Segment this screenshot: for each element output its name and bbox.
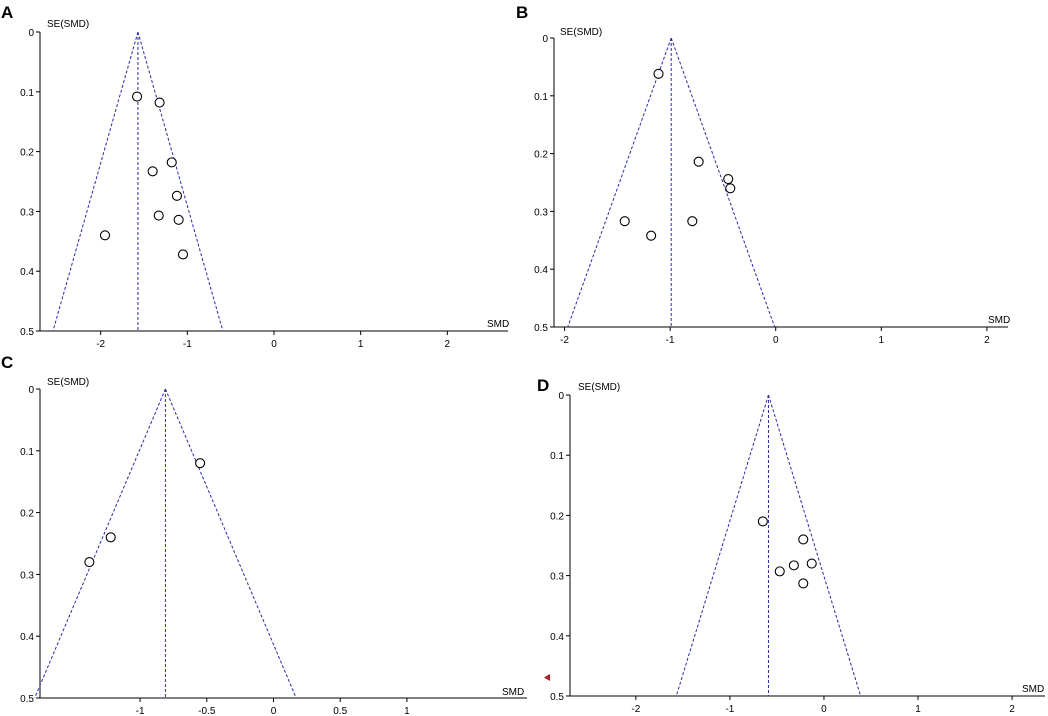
study-point (196, 459, 205, 468)
x-tick-label: 2 (984, 335, 990, 346)
y-axis-title: SE(SMD) (47, 377, 90, 388)
y-tick-label: 0.3 (534, 207, 548, 219)
y-tick-label: 0.2 (20, 147, 34, 159)
study-point (654, 69, 663, 78)
y-tick-label: 0.4 (550, 631, 564, 643)
funnel-left-limit-line (568, 38, 671, 327)
x-tick-label: 2 (444, 339, 451, 350)
y-tick-label: 0.3 (20, 207, 34, 219)
funnel-right-limit-line (138, 32, 223, 331)
panel-label-a: A (1, 3, 14, 22)
study-point (807, 559, 816, 568)
x-tick-label: 1 (878, 335, 885, 346)
y-tick-label: 0 (542, 34, 548, 45)
x-tick-label: 0 (271, 339, 277, 350)
y-tick-label: 0.2 (534, 149, 548, 161)
y-tick-label: 0.4 (534, 265, 548, 277)
panel-label-d: D (537, 376, 550, 395)
study-point (620, 217, 629, 226)
x-tick-label: -0.5 (198, 706, 216, 716)
x-tick-label: -1 (725, 704, 735, 715)
y-axis-title: SE(SMD) (47, 19, 90, 30)
x-tick-label: -1 (665, 335, 675, 346)
triangle-marker-icon (544, 674, 550, 681)
y-axis-title: SE(SMD) (578, 382, 621, 393)
y-tick-label: 0.2 (20, 508, 34, 520)
y-tick-label: 0.4 (20, 267, 34, 279)
y-tick-label: 0.5 (550, 692, 564, 703)
study-point (101, 231, 110, 240)
y-tick-label: 0.3 (20, 570, 34, 582)
x-tick-label: -2 (631, 704, 641, 715)
study-point (647, 231, 656, 240)
study-point (179, 250, 188, 259)
panel-label-b: B (516, 3, 529, 22)
y-tick-label: 0.5 (534, 323, 548, 334)
study-point (174, 215, 183, 224)
y-tick-label: 0.5 (20, 327, 34, 338)
study-point (775, 567, 784, 576)
study-point (85, 558, 94, 567)
y-tick-label: 0.1 (20, 446, 34, 458)
y-tick-label: 0.5 (20, 694, 34, 705)
funnel-plot-panel-c (1, 353, 527, 716)
x-tick-label: -1 (182, 339, 192, 350)
x-tick-label: -2 (96, 339, 106, 350)
y-tick-label: 0.2 (550, 511, 564, 523)
y-tick-label: 0 (28, 28, 34, 39)
y-axis-title: SE(SMD) (560, 27, 603, 38)
study-point (726, 184, 735, 193)
study-point (133, 92, 142, 101)
y-tick-label: 0.3 (550, 571, 564, 583)
study-point (155, 98, 164, 107)
funnel-right-limit-line (165, 389, 296, 698)
funnel-plot-panel-a (1, 3, 509, 350)
x-tick-label: 1 (404, 706, 410, 716)
study-point (167, 158, 176, 167)
x-axis-title: SMD (502, 687, 525, 698)
x-axis-title: SMD (487, 319, 510, 330)
y-tick-label: 0 (28, 385, 34, 396)
funnel-right-limit-line (768, 395, 860, 696)
y-tick-label: 0 (558, 391, 564, 402)
study-point (694, 157, 703, 166)
x-tick-label: 0 (821, 704, 827, 715)
x-tick-label: 0.5 (333, 706, 348, 716)
x-tick-label: 1 (915, 704, 921, 715)
y-tick-label: 0.4 (20, 632, 34, 644)
study-point (724, 175, 733, 184)
study-point (799, 579, 808, 588)
y-tick-label: 0.1 (550, 451, 564, 463)
funnel-left-limit-line (676, 395, 768, 696)
x-axis-title: SMD (1022, 684, 1045, 695)
x-tick-label: 1 (357, 339, 364, 350)
funnel-left-limit-line (35, 389, 166, 698)
study-point (789, 561, 798, 570)
x-tick-label: 0 (270, 706, 277, 716)
y-tick-label: 0.1 (534, 91, 548, 103)
x-axis-title: SMD (988, 315, 1011, 326)
study-point (758, 517, 767, 526)
funnel-plot-panel-b (516, 3, 1010, 346)
x-tick-label: 2 (1009, 704, 1015, 715)
study-point (799, 535, 808, 544)
panel-label-c: C (1, 353, 14, 372)
study-point (172, 191, 181, 200)
funnel-left-limit-line (53, 32, 138, 331)
study-point (106, 533, 115, 542)
funnel-plot-panel-d (537, 376, 1045, 715)
y-tick-label: 0.1 (20, 87, 34, 99)
funnel-right-limit-line (671, 38, 774, 327)
x-tick-label: 0 (772, 335, 779, 346)
study-point (154, 211, 163, 220)
x-tick-label: -2 (560, 335, 570, 346)
x-tick-label: -1 (135, 706, 145, 716)
study-point (688, 217, 697, 226)
study-point (148, 167, 157, 176)
